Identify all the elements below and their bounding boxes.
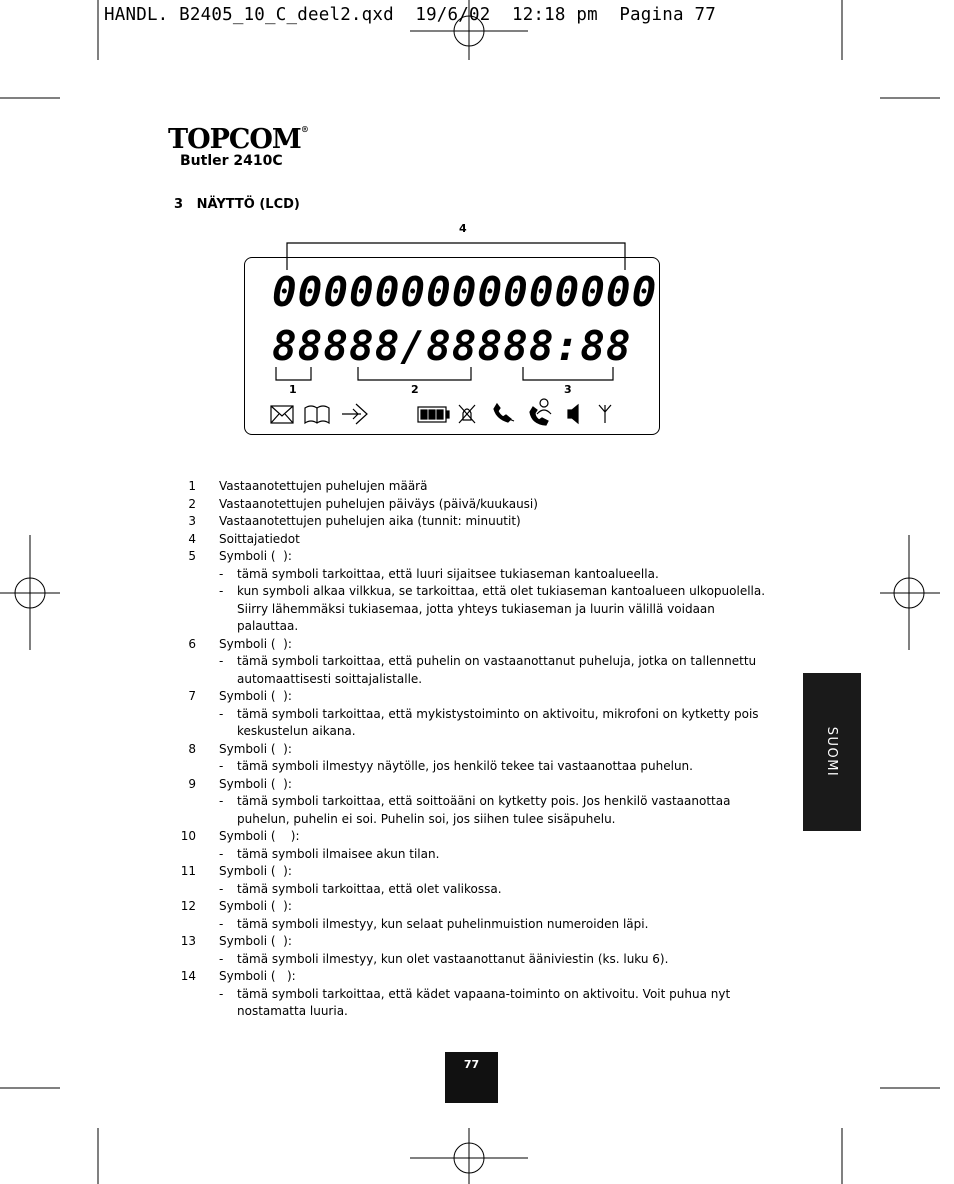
list-item-number: 12 bbox=[180, 899, 196, 913]
bullet-text: Siirry lähemmäksi tukiasemaa, jotta yhteys tukiaseman ja luurin välillä voidaan bbox=[237, 601, 715, 616]
list-item-number: 3 bbox=[188, 514, 196, 528]
bullet-text: tämä symboli ilmestyy, kun olet vastaanottanut ääniviestin (ks. luku 6). bbox=[237, 951, 669, 966]
registered-mark: ® bbox=[300, 124, 308, 134]
callout-label-3: 3 bbox=[564, 383, 572, 396]
menu-arrow-icon bbox=[342, 404, 367, 424]
list-item-number: 10 bbox=[180, 829, 196, 843]
envelope-icon bbox=[271, 406, 293, 423]
bullet-text: automaattisesti soittajalistalle. bbox=[237, 671, 423, 686]
ringer-off-icon bbox=[459, 405, 475, 423]
list-item-number: 6 bbox=[188, 636, 196, 651]
list-item-text: Symboli ( ): bbox=[219, 636, 292, 651]
bullet-dash: - bbox=[219, 846, 224, 861]
list-item-number: 9 bbox=[188, 776, 196, 791]
bullet-dash: - bbox=[219, 584, 224, 598]
bullet-text: nostamatta luuria. bbox=[237, 1004, 348, 1018]
antenna-icon bbox=[599, 405, 611, 423]
bullet-text: tämä symboli ilmestyy, kun selaat puhelinmuistion numeroiden läpi. bbox=[237, 916, 649, 931]
list-item-text: Symboli ( ): bbox=[219, 829, 300, 843]
bullet-dash: - bbox=[219, 986, 224, 1001]
bullet-text: tämä symboli tarkoittaa, että mykistystoiminto on aktivoitu, mikrofoni on kytketty pois bbox=[237, 706, 759, 721]
language-tab-label: SUOMI bbox=[824, 726, 840, 778]
bullet-text: puhelun, puhelin ei soi. Puhelin soi, jos siihen tulee sisäpuhelu. bbox=[237, 811, 616, 826]
list-item-text: Symboli ( ): bbox=[219, 549, 292, 563]
list-item-text: Soittajatiedot bbox=[219, 531, 300, 546]
list-item-number: 4 bbox=[188, 531, 196, 546]
bullet-dash: - bbox=[219, 566, 224, 581]
list-item-text: Symboli ( ): bbox=[219, 741, 292, 756]
bullet-text: tämä symboli ilmaisee akun tilan. bbox=[237, 846, 440, 861]
bullet-text: tämä symboli tarkoittaa, että soittoääni on kytketty pois. Jos henkilö vastaanottaa bbox=[237, 794, 731, 808]
bullet-text: keskustelun aikana. bbox=[237, 724, 356, 738]
model-name: Butler 2410C bbox=[180, 153, 283, 169]
speaker-icon bbox=[568, 405, 578, 423]
list-item-text: Symboli ( ): bbox=[219, 776, 292, 791]
list-item-text: Symboli ( ): bbox=[219, 969, 296, 983]
bullet-dash: - bbox=[219, 951, 224, 966]
bullet-dash: - bbox=[219, 706, 224, 721]
bullet-text: tämä symboli tarkoittaa, että puhelin on vastaanottanut puheluja, jotka on tallennettu bbox=[237, 654, 757, 668]
list-item-number: 7 bbox=[188, 689, 196, 703]
callout-label-4: 4 bbox=[459, 222, 467, 235]
bullet-text: tämä symboli tarkoittaa, että olet valikossa. bbox=[237, 881, 502, 896]
bullet-text: tämä symboli ilmestyy näytölle, jos henkilö tekee tai vastaanottaa puhelun. bbox=[237, 759, 693, 773]
mute-icon bbox=[494, 404, 514, 422]
caller-id-icon bbox=[530, 399, 551, 425]
bullet-text: tämä symboli tarkoittaa, että kädet vapaana-toiminto on aktivoitu. Voit puhua nyt bbox=[237, 986, 731, 1001]
bullet-dash: - bbox=[219, 916, 224, 931]
bullet-dash: - bbox=[219, 759, 224, 773]
bullet-dash: - bbox=[219, 654, 224, 668]
section-title: 3 NÄYTTÖ (LCD) bbox=[174, 197, 300, 212]
list-item-number: 2 bbox=[188, 496, 196, 511]
list-item-number: 5 bbox=[188, 549, 196, 563]
list-item-text: Symboli ( ): bbox=[219, 689, 292, 703]
list-item-number: 14 bbox=[180, 969, 196, 983]
logo-text: TOPCOM bbox=[168, 124, 301, 155]
page-number-box bbox=[445, 1052, 498, 1103]
list-item-number: 13 bbox=[180, 934, 196, 948]
list-item-number: 8 bbox=[188, 741, 196, 756]
list-item-text: Vastaanotettujen puhelujen määrä bbox=[219, 479, 428, 493]
bullet-text: palauttaa. bbox=[237, 619, 299, 633]
language-tab bbox=[803, 673, 861, 831]
bullet-text: kun symboli alkaa vilkkua, se tarkoittaa, että olet tukiaseman kantoalueen ulkopuolella. bbox=[237, 584, 766, 598]
lcd-row-digits: 000000000000000 bbox=[272, 268, 658, 316]
list-item-text: Vastaanotettujen puhelujen päiväys (päivä/kuukausi) bbox=[219, 496, 538, 511]
list-item-text: Symboli ( ): bbox=[219, 899, 292, 913]
bullet-text: tämä symboli tarkoittaa, että luuri sijaitsee tukiaseman kantoalueella. bbox=[237, 566, 659, 581]
callout-label-2: 2 bbox=[411, 383, 419, 396]
list-item-number: 1 bbox=[188, 479, 196, 493]
list-item-text: Symboli ( ): bbox=[219, 864, 292, 878]
battery-icon bbox=[418, 407, 449, 422]
bullet-dash: - bbox=[219, 881, 224, 896]
bullet-dash: - bbox=[219, 794, 224, 808]
list-item-text: Symboli ( ): bbox=[219, 934, 292, 948]
page-number: 77 bbox=[463, 1058, 480, 1071]
print-header-line: HANDL. B2405_10_C_deel2.qxd 19/6/02 12:18 pm Pagina 77 bbox=[104, 5, 716, 25]
callout-label-1: 1 bbox=[289, 383, 297, 396]
phonebook-icon bbox=[305, 406, 329, 423]
list-item-number: 11 bbox=[180, 864, 196, 878]
lcd-row-date-time: 88888/88888:88 bbox=[272, 322, 632, 370]
list-item-text: Vastaanotettujen puhelujen aika (tunnit: minuutit) bbox=[219, 514, 521, 528]
